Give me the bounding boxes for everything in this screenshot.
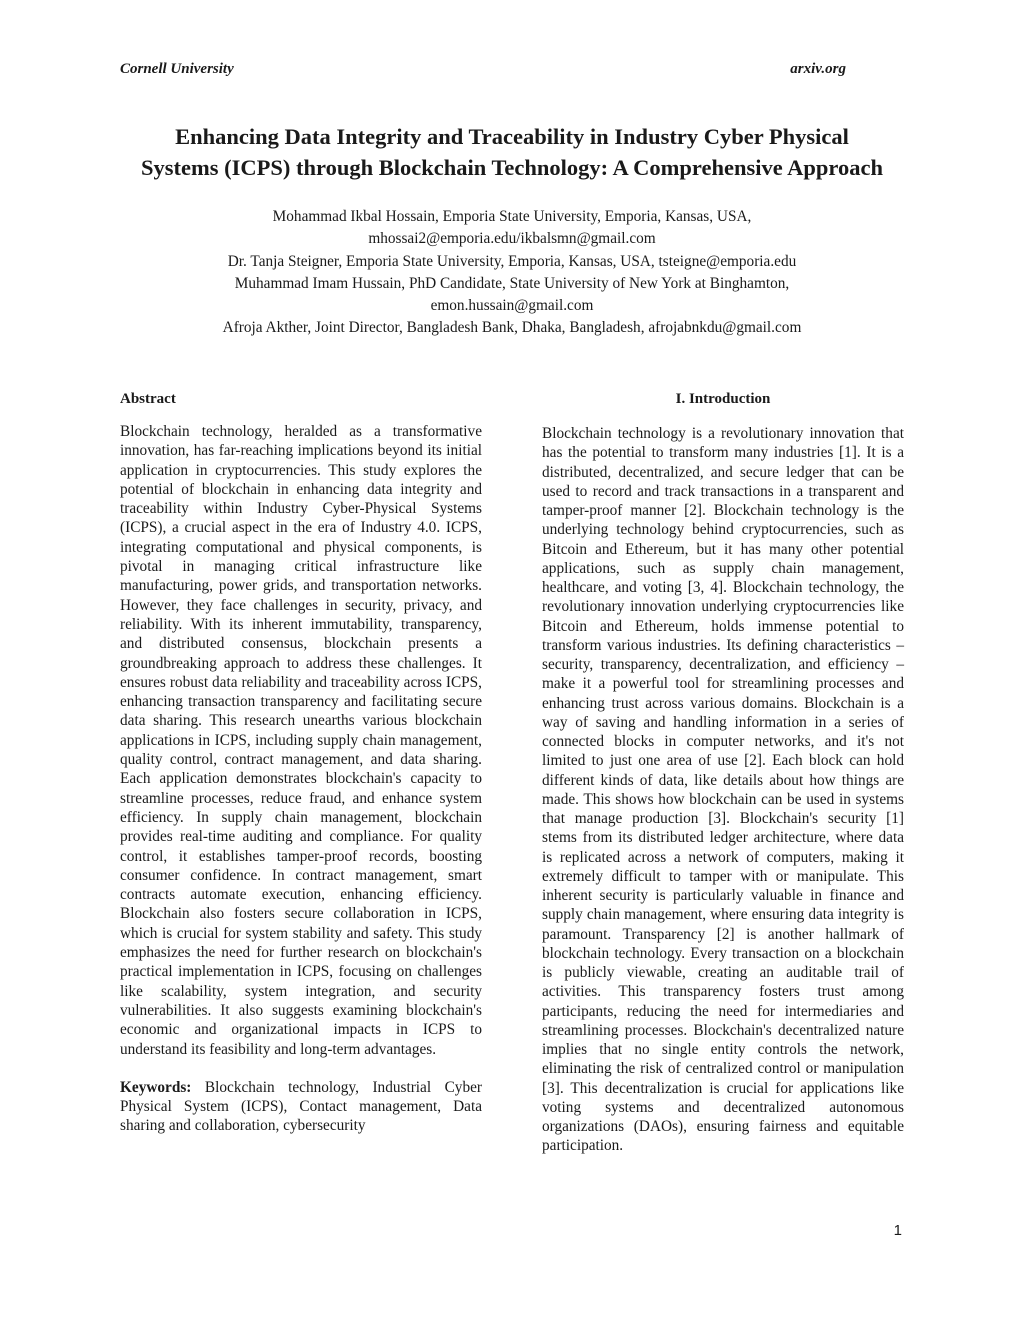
author-line: Muhammad Imam Hussain, PhD Candidate, State University of New York at Binghamton, [234, 274, 790, 292]
abstract-text: Blockchain technology, heralded as a transformative innovation, has far-reaching implications beyond its initial application in cryptocurrencies. This study explores the potential of blockchain in enhancing data integrity and traceability within Industry Cyber-Physical Systems (ICPS), a crucial aspect in the era of Industry 4.0. ICPS, integrating computational and physical components, is pivotal in managing critical infrastructure like manufacturing, power grids, and transportation networks. However, they face challenges in security, privacy, and reliability. With its inherent immutability, transparency, and distributed consensus, blockchain presents a groundbreaking approach to address these challenges. It ensures robust data reliability and traceability across ICPS, enhancing transaction transparency and facilitating secure data sharing. This research unearths various blockchain applications in ICPS, including supply chain management, quality control, contract management, and data sharing. Each application demonstrates blockchain's capacity to streamline processes, reduce fraud, and enhance system efficiency. In supply chain management, blockchain provides real-time auditing and compliance. For quality control, it establishes tamper-proof records, boosting consumer confidence. In contract management, smart contracts automate execution, enhancing efficiency. Blockchain also fosters secure collaboration in ICPS, which is crucial for system stability and safety. This study emphasizes the need for further research on blockchain's practical implementation in ICPS, focusing on challenges like scalability, system integration, and security vulnerabilities. It also suggests examining blockchain's economic and organizational impacts in ICPS to understand its feasibility and long-term advantages. [120, 423, 482, 1058]
introduction-heading: I. Introduction [675, 391, 771, 407]
author-line: mhossai2@emporia.edu/ikbalsmn@gmail.com [368, 230, 656, 248]
title-line-2: Systems (ICPS) through Blockchain Technology: A Comprehensive Approach [141, 155, 883, 180]
page-number: 1 [893, 1222, 902, 1239]
keywords [120, 1078, 482, 1136]
abstract-heading: Abstract [120, 391, 176, 407]
title-line-1: Enhancing Data Integrity and Traceability in Industry Cyber Physical [175, 124, 849, 149]
left-column [120, 389, 482, 1136]
author-line: emon.hussain@gmail.com [430, 297, 594, 315]
author-block [150, 206, 874, 340]
introduction-text: Blockchain technology is a revolutionary innovation that has the potential to transform many industries [1]. It is a distributed, decentralized, and secure ledger that can be used to record and track transactions in a transparent and tamper-proof manner [2]. Blockchain technology is the underlying technology behind cryptocurrencies, such as Bitcoin and Ethereum, but it has many other potential applications, such as supply chain management, healthcare, and voting [3, 4]. Blockchain technology, the revolutionary innovation underlying cryptocurrencies like Bitcoin and Ethereum, holds immense potential to transform various industries. Its defining characteristics – security, transparency, decentralization, and efficiency – make it a powerful tool for streamlining processes and enhancing trust across various domains. Blockchain is a way of saving and handling information in a series of connected blocks in computer networks, and it's not limited to just one area of use [2]. Each block can hold different kinds of data, like details about how things are made. This shows how blockchain can be used in systems that manage production [3]. Blockchain's security [1] stems from its distributed ledger architecture, where data is replicated across a network of computers, making it extremely difficult to tamper with or manipulate. This inherent security is particularly valuable in finance and supply chain management, where ensuring data integrity is paramount. Transparency [2] is another hallmark of blockchain technology. Every transaction on a blockchain is publicly viewable, creating an auditable trail of activities. This transparency fosters trust among participants, reducing the need for intermediaries and streamlining processes. Blockchain's decentralized nature implies that no single entity controls the network, eliminating the risk of centralized control or manipulation [3]. This decentralization is crucial for applications like voting systems and decentralized autonomous organizations (DAOs), ensuring fairness and equitable participation. [542, 425, 904, 1155]
author-line: Dr. Tanja Steigner, Emporia State University, Emporia, Kansas, USA, tsteigne@emporia.edu [227, 252, 797, 270]
right-column [542, 389, 904, 1156]
header-site: arxiv.org [790, 61, 846, 77]
author-line: Afroja Akther, Joint Director, Bangladesh Bank, Dhaka, Bangladesh, afrojabnkdu@gmail.com [222, 319, 802, 337]
header-venue: Cornell University [120, 61, 234, 77]
keywords-label: Keywords: [120, 1078, 192, 1096]
author-line: Mohammad Ikbal Hossain, Emporia State University, Emporia, Kansas, USA, [272, 208, 752, 225]
paper-title [90, 121, 934, 183]
keywords-text: Blockchain technology, Industrial Cyber Physical System (ICPS), Contact management, Data sharing and collaboration, cybersecurity [120, 1078, 482, 1135]
